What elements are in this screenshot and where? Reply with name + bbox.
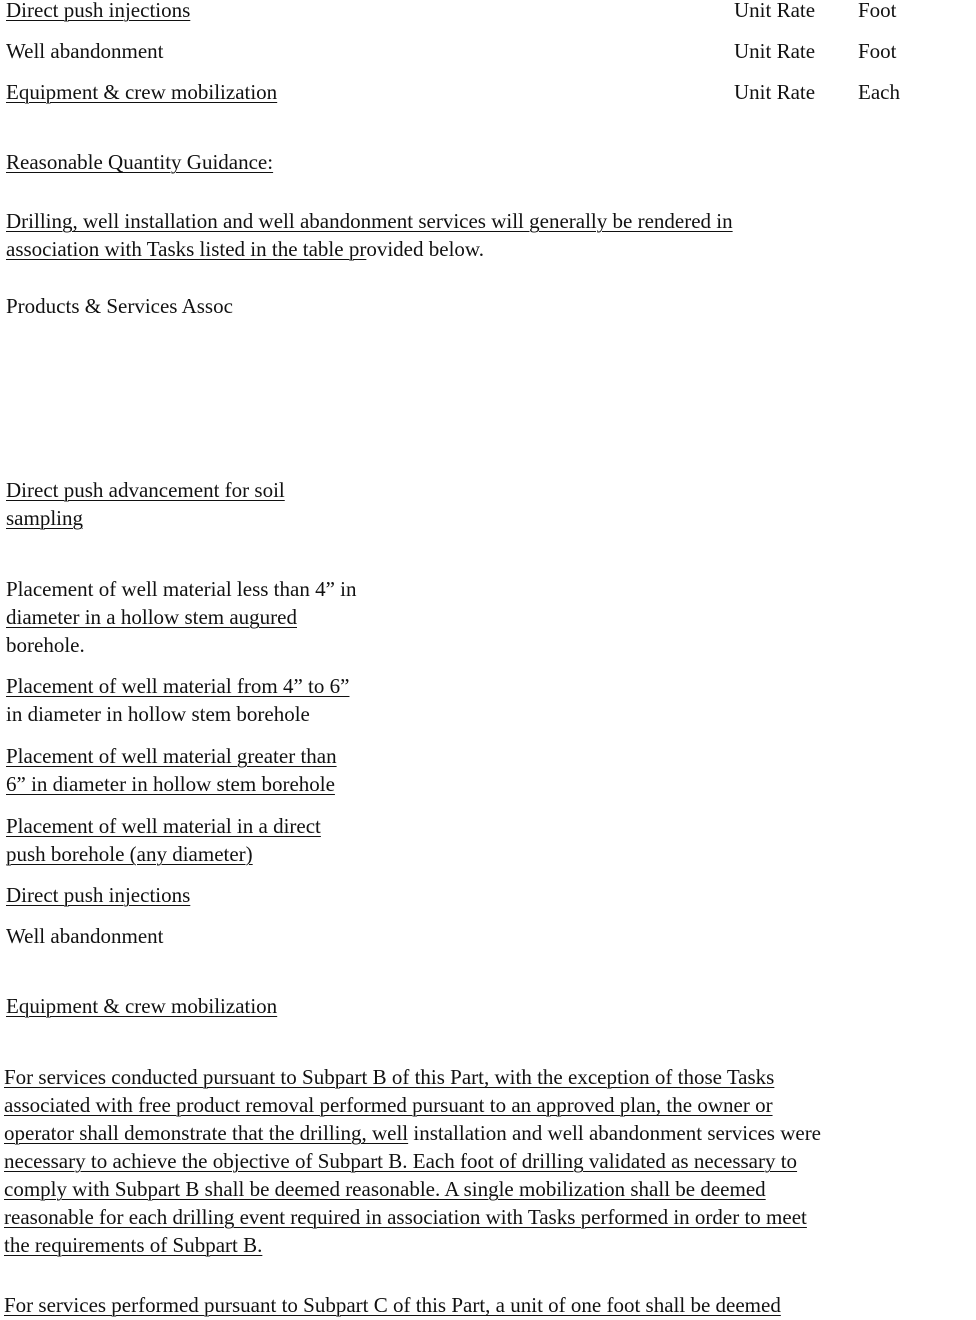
subpart-c-paragraph: [4, 1291, 972, 1319]
paragraph-line: necessary to achieve the objective of Subpart B. Each foot of drilling validated as necessary to: [4, 1149, 798, 1173]
task-placement-greater-than-6: [6, 742, 426, 798]
products-services-label: Products & Services Assoc: [6, 294, 233, 318]
rate-type-mobilization: Unit Rate: [734, 80, 816, 104]
task-mobilization: Equipment & crew mobilization: [6, 994, 278, 1018]
task-placement-direct-push-any: [6, 812, 426, 868]
task-placement-less-than-4: [6, 575, 426, 659]
task-line: Placement of well material from 4” to 6”: [6, 674, 350, 698]
task-direct-push-soil-sampling: [6, 476, 426, 532]
rate-item-direct-push-injections: Direct push injections: [6, 0, 191, 22]
task-placement-4-to-6: [6, 672, 426, 728]
rate-type-well-abandonment: Unit Rate: [734, 39, 816, 63]
paragraph-line: [4, 1119, 972, 1147]
task-line: diameter in a hollow stem augured: [6, 605, 297, 629]
task-line: Direct push advancement for soil: [6, 478, 285, 502]
task-well-abandonment: Well abandonment: [6, 924, 164, 948]
task-line: Placement of well material in a direct: [6, 814, 321, 838]
paragraph-line: reasonable for each drilling event required in association with Tasks performed in order to meet: [4, 1205, 807, 1229]
task-direct-push-injections: Direct push injections: [6, 883, 191, 907]
rate-unit-mobilization: Each: [858, 80, 900, 104]
task-line: push borehole (any diameter): [6, 842, 253, 866]
guidance-intro-line-1: Drilling, well installation and well abandonment services will generally be rendered in: [6, 209, 733, 233]
guidance-intro-line-2: [6, 235, 484, 263]
rate-unit-direct-push-injections: Foot: [858, 0, 897, 22]
task-line: in diameter in hollow stem borehole: [6, 702, 310, 726]
rate-item-well-abandonment: Well abandonment: [6, 39, 164, 63]
rate-unit-well-abandonment: Foot: [858, 39, 897, 63]
rate-type-direct-push-injections: Unit Rate: [734, 0, 816, 22]
task-line: sampling: [6, 506, 83, 530]
paragraph-line-underlined: operator shall demonstrate that the drilling, well: [4, 1121, 409, 1145]
rate-item-mobilization: Equipment & crew mobilization: [6, 80, 278, 104]
guidance-intro-line-2-underlined: association with Tasks listed in the table pr: [6, 237, 367, 261]
paragraph-line: the requirements of Subpart B.: [4, 1233, 263, 1257]
guidance-heading: Reasonable Quantity Guidance:: [6, 150, 274, 174]
paragraph-line-rest: installation and well abandonment services were: [408, 1121, 822, 1145]
task-line: Placement of well material greater than: [6, 744, 337, 768]
guidance-intro-line-2-rest: ovided below.: [366, 237, 484, 261]
subpart-b-paragraph: [4, 1063, 972, 1259]
task-line: Placement of well material less than 4” in: [6, 577, 357, 601]
task-line: borehole.: [6, 633, 85, 657]
paragraph-line: comply with Subpart B shall be deemed reasonable. A single mobilization shall be deemed: [4, 1177, 766, 1201]
paragraph-line: For services performed pursuant to Subpart C of this Part, a unit of one foot shall be deemed: [4, 1293, 781, 1317]
task-line: 6” in diameter in hollow stem borehole: [6, 772, 335, 796]
paragraph-line: For services conducted pursuant to Subpart B of this Part, with the exception of those Tasks: [4, 1065, 775, 1089]
paragraph-line: associated with free product removal performed pursuant to an approved plan, the owner or: [4, 1093, 773, 1117]
